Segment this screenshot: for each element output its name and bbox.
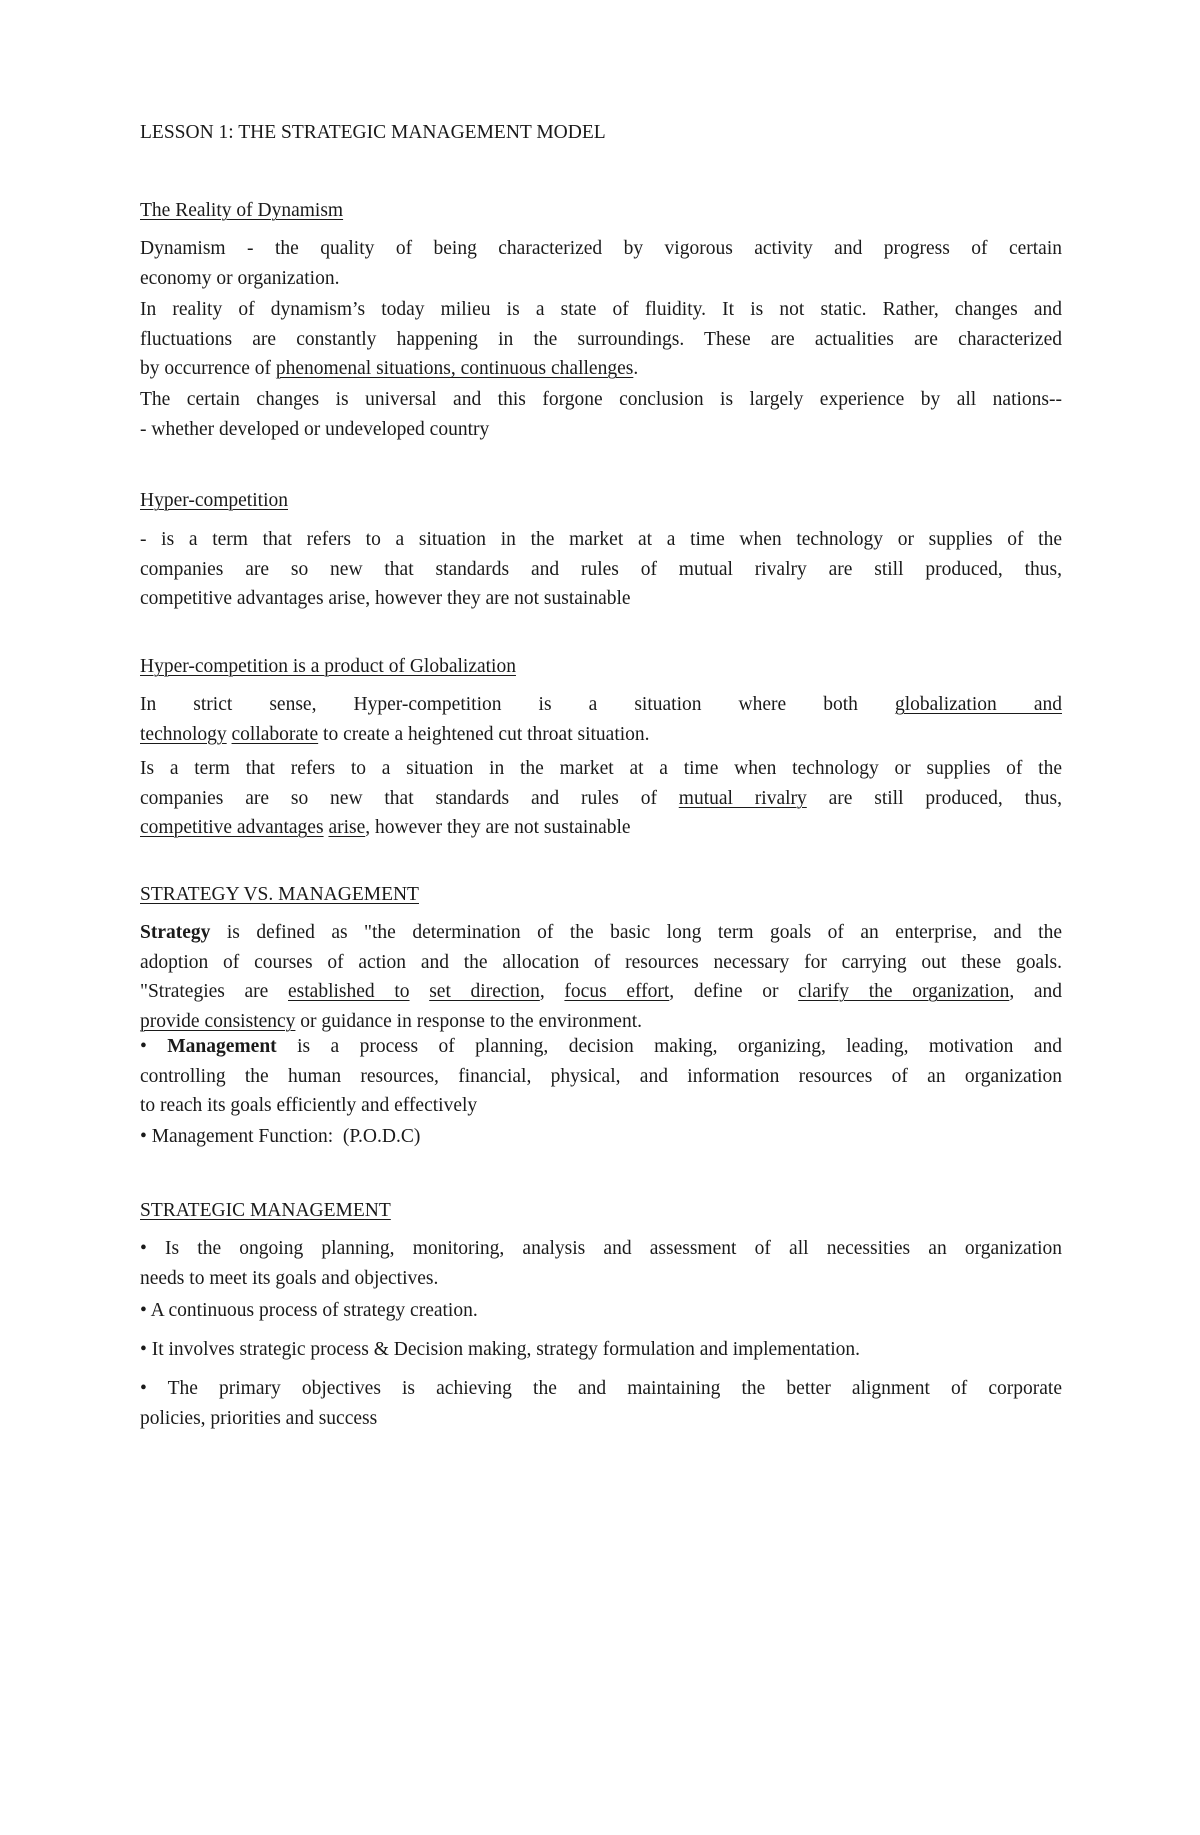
management-definition: • Management is a process of planning, decision making, organizing, leading, motivation and controlling the human resources, financial, physical, and information resources of an organization to reach its goals efficiently and effectively — [140, 1036, 1063, 1116]
changes-paragraph: The certain changes is universal and this forgone conclusion is largely experience by all nations-- - whether developed or undeveloped country — [140, 389, 1062, 440]
strategic-management-bullet-4: • The primary objectives is achieving the and maintaining the better alignment of corporate policies, priorities and success — [140, 1378, 1062, 1429]
dynamism-definition: Dynamism - the quality of being characterized by vigorous activity and progress of certain economy or organization. — [140, 238, 1062, 289]
strategy-definition: Strategy is defined as "the determination of the basic long term goals of an enterprise, and the adoption of courses of action and the allocation of resources necessary for carrying out these goals. "Strategies are established to set direction, focus effort, define or clarify the organization, and provide consistency or guidance in response to the environment. — [140, 922, 1063, 1032]
hyper-competition-term-paragraph: Is a term that refers to a situation in the market at a time when technology or supplies of the companies are so new that standards and rules of mutual rivalry are still produced, thus, competitive advantages arise, however they are not sustainable — [140, 758, 1063, 838]
lesson-title: LESSON 1: THE STRATEGIC MANAGEMENT MODEL — [140, 122, 606, 143]
heading-hyper-competition: Hyper-competition — [140, 490, 288, 511]
hyper-competition-definition: - is a term that refers to a situation in the market at a time when technology or supplies of the companies are so new that standards and rules of mutual rivalry are still produced, thus, competitive advantages arise, however they are not sustainable — [140, 529, 1062, 609]
globalization-paragraph: In strict sense, Hyper-competition is a situation where both globalization and technology collaborate to create a heightened cut throat situation. — [140, 694, 1062, 745]
strategic-management-bullet-3: • It involves strategic process & Decision making, strategy formulation and implementation. — [140, 1339, 861, 1360]
heading-strategic-management: STRATEGIC MANAGEMENT — [140, 1200, 391, 1221]
management-function: • Management Function: (P.O.D.C) — [140, 1126, 421, 1147]
strategic-management-bullet-2: • A continuous process of strategy creation. — [140, 1300, 478, 1321]
heading-reality-of-dynamism: The Reality of Dynamism — [140, 200, 344, 221]
heading-strategy-vs-management: STRATEGY VS. MANAGEMENT — [140, 884, 419, 905]
dynamism-paragraph: In reality of dynamism’s today milieu is a state of fluidity. It is not static. Rather, changes and fluctuations are constantly happening in the surroundings. These are actualities are characterized by occurrence of phenomenal situations, continuous challenges. — [140, 299, 1062, 379]
strategic-management-bullet-1: • Is the ongoing planning, monitoring, analysis and assessment of all necessities an organization needs to meet its goals and objectives. — [140, 1238, 1062, 1289]
heading-globalization: Hyper-competition is a product of Globalization — [140, 656, 516, 677]
